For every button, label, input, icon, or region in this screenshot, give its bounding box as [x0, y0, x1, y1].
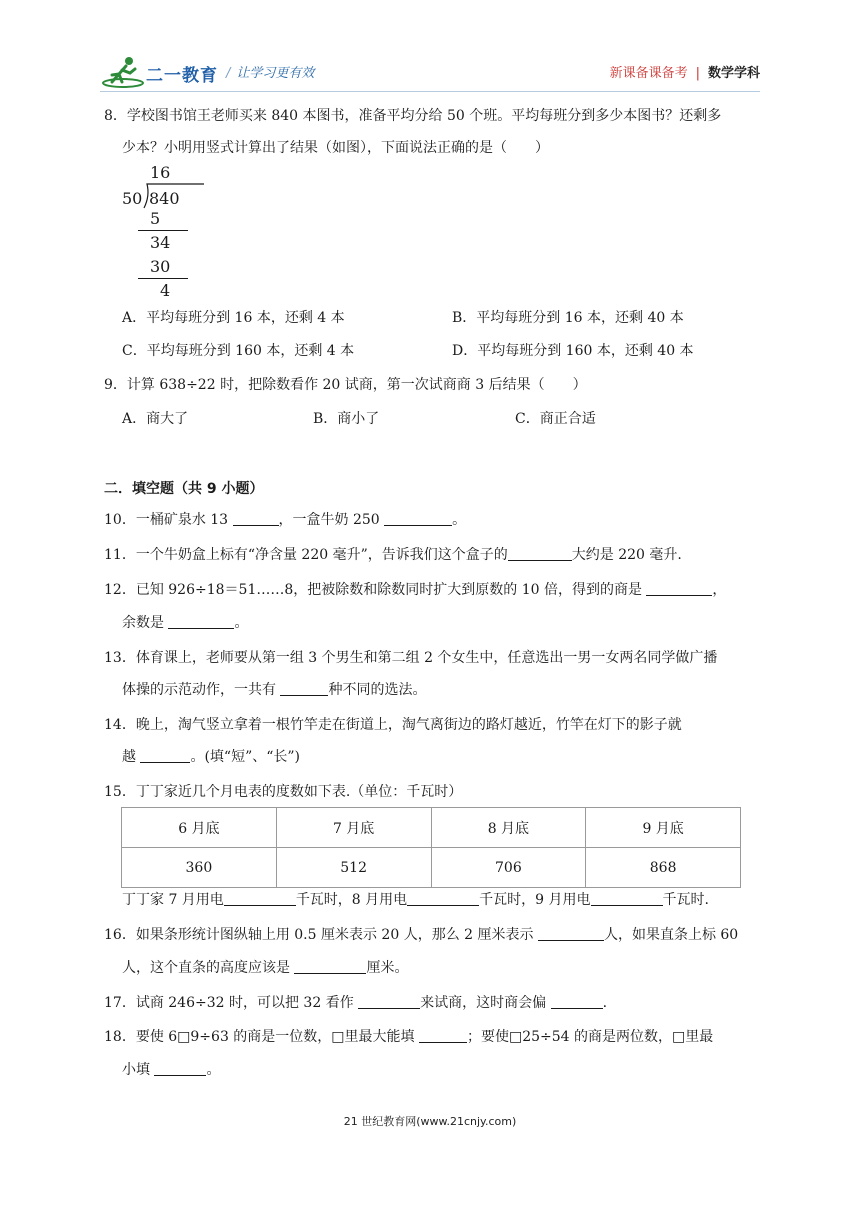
q16-text-1: 16．如果条形统计图纵轴上用 0.5 厘米表示 20 人，那么 2 厘米表示 — [104, 927, 538, 943]
table-cell: 360 — [122, 848, 277, 888]
q14-line2 — [122, 747, 300, 767]
q13-line1: 13．体育课上，老师要从第一组 3 个男生和第二组 2 个女生中，任意选出一男一女两名同学做广播 — [104, 650, 718, 666]
table-cell: 868 — [586, 848, 741, 888]
q14-line1: 14．晚上，淘气竖立拿着一根竹竿走在街道上，淘气离街边的路灯越近，竹竿在灯下的影子就 — [104, 717, 682, 733]
q10-text-2: ，一盒牛奶 250 — [278, 512, 385, 528]
table-header-cell: 9 月底 — [586, 808, 741, 848]
division-divisor: 50 — [122, 189, 143, 208]
q11-text-1: 11．一个牛奶盒上标有“净含量 220 毫升”，告诉我们这个盒子的 — [104, 547, 508, 563]
page-header — [100, 52, 760, 92]
division-rule-2 — [138, 278, 188, 279]
q17-text-1: 17．试商 246÷32 时，可以把 32 看作 — [104, 995, 359, 1011]
q14-text-2: 。(填“短”、“长”) — [190, 749, 301, 765]
q18-text-3: 小填 — [122, 1062, 155, 1078]
q17 — [104, 993, 607, 1013]
q12-text-3: 余数是 — [122, 615, 169, 631]
table-header-cell: 6 月底 — [122, 808, 277, 848]
q13-blank[interactable] — [280, 681, 328, 696]
division-quotient: 16 — [150, 163, 171, 182]
q15-blank-2[interactable] — [407, 891, 479, 906]
q10-text-1: 10．一桶矿泉水 13 — [104, 512, 233, 528]
slogan-text: 让学习更有效 — [236, 66, 315, 81]
division-step2: 34 — [150, 233, 171, 252]
division-rule-1 — [138, 230, 188, 231]
q8-line2: 少本？小明用竖式计算出了结果（如图），下面说法正确的是（ ） — [122, 140, 549, 156]
q18-line1 — [104, 1027, 713, 1047]
q18-text-4: 。 — [206, 1062, 221, 1078]
q17-blank-1[interactable] — [358, 994, 420, 1009]
table-row — [122, 848, 741, 888]
running-man-icon — [102, 55, 146, 89]
q18-blank-2[interactable] — [154, 1061, 206, 1076]
course-tag: 新课备课备考 — [609, 66, 688, 81]
q11-text-2: 大约是 220 毫升. — [571, 547, 682, 563]
q12-text-4: 。 — [234, 615, 249, 631]
q18-line2 — [122, 1060, 220, 1080]
q15-text-2: 千瓦时，8 月用电 — [295, 892, 408, 908]
q13-text-1: 体操的示范动作，一共有 — [122, 682, 281, 698]
q17-blank-2[interactable] — [551, 994, 603, 1009]
header-divider — [100, 91, 760, 92]
header-tags: 新课备课备考 | 数学学科 — [609, 66, 760, 81]
q15-text-3: 千瓦时，9 月用电 — [479, 892, 591, 908]
q18-text-2: ；要使□25÷54 的商是两位数，□里最 — [466, 1029, 714, 1045]
q15-text-1: 丁丁家 7 月用电 — [122, 892, 224, 908]
q12-line2 — [122, 613, 248, 633]
q15-fill-line — [122, 890, 709, 910]
q15-blank-1[interactable] — [224, 891, 296, 906]
q9-option-a[interactable]: A．商大了 — [122, 411, 189, 427]
table-cell: 706 — [431, 848, 586, 888]
table-row — [122, 808, 741, 848]
q8-line1: 8．学校图书馆王老师买来 840 本图书，准备平均分给 50 个班。平均每班分到多少本图书？还剩多 — [104, 108, 722, 124]
division-step3: 30 — [150, 257, 171, 276]
q14-blank[interactable] — [140, 748, 190, 763]
q8-option-d[interactable]: D．平均每班分到 160 本，还剩 40 本 — [452, 343, 694, 359]
q17-text-2: 来试商，这时商会偏 — [420, 995, 551, 1011]
q18-blank-1[interactable] — [419, 1028, 467, 1043]
q9-option-c[interactable]: C．商正合适 — [515, 411, 596, 427]
q16-blank-1[interactable] — [538, 926, 604, 941]
q10 — [104, 510, 466, 530]
q12-text-1: 12．已知 926÷18＝51……8，把被除数和除数同时扩大到原数的 10 倍，得到的商是 — [104, 582, 647, 598]
table-header-cell: 8 月底 — [431, 808, 586, 848]
page-footer: 21 世纪教育网(www.21cnjy.com) — [343, 1115, 517, 1128]
q15-text-4: 千瓦时. — [662, 892, 709, 908]
q10-text-3: 。 — [452, 512, 467, 528]
q11 — [104, 545, 682, 565]
electricity-table — [121, 807, 741, 888]
q12-line1 — [104, 580, 726, 600]
q12-text-2: ， — [712, 582, 727, 598]
q10-blank-1[interactable] — [233, 511, 279, 526]
q8-option-c[interactable]: C．平均每班分到 160 本，还剩 4 本 — [122, 343, 355, 359]
q14-text-1: 越 — [122, 749, 141, 765]
q16-text-4: 厘米。 — [366, 960, 409, 976]
q15-blank-3[interactable] — [591, 891, 663, 906]
q8-option-a[interactable]: A．平均每班分到 16 本，还剩 4 本 — [122, 310, 345, 326]
q8-option-b[interactable]: B．平均每班分到 16 本，还剩 40 本 — [452, 310, 684, 326]
q15-text: 15．丁丁家近几个月电表的度数如下表.（单位：千瓦时） — [104, 784, 463, 800]
q10-blank-2[interactable] — [384, 511, 452, 526]
q9-option-b[interactable]: B．商小了 — [313, 411, 380, 427]
q16-text-3: 人，这个直条的高度应该是 — [122, 960, 295, 976]
table-cell: 512 — [276, 848, 431, 888]
q12-blank-1[interactable] — [646, 581, 712, 596]
q16-line2 — [122, 958, 408, 978]
q13-line2 — [122, 680, 426, 700]
q9-text: 9．计算 638÷22 时，把除数看作 20 试商，第一次试商商 3 后结果（ ） — [104, 377, 587, 393]
logo-text: 二一教育 — [146, 66, 218, 86]
q13-text-2: 种不同的选法。 — [328, 682, 427, 698]
q18-text-1: 18．要使 6□9÷63 的商是一位数，□里最大能填 — [104, 1029, 419, 1045]
division-step1: 5 — [150, 209, 161, 228]
q16-text-2: 人，如果直条上标 60 — [603, 927, 739, 943]
q16-blank-2[interactable] — [294, 959, 366, 974]
division-remainder: 4 — [160, 281, 171, 300]
division-dividend: 840 — [149, 189, 180, 208]
section-title: 二．填空题（共 9 小题） — [104, 481, 264, 497]
q12-blank-2[interactable] — [168, 614, 234, 629]
slogan: / 让学习更有效 — [226, 66, 315, 81]
subject-tag: 数学学科 — [707, 66, 760, 81]
q11-blank[interactable] — [508, 546, 572, 561]
table-header-cell: 7 月底 — [276, 808, 431, 848]
q17-text-3: . — [602, 995, 608, 1011]
q16-line1 — [104, 925, 738, 945]
long-division — [120, 162, 210, 304]
